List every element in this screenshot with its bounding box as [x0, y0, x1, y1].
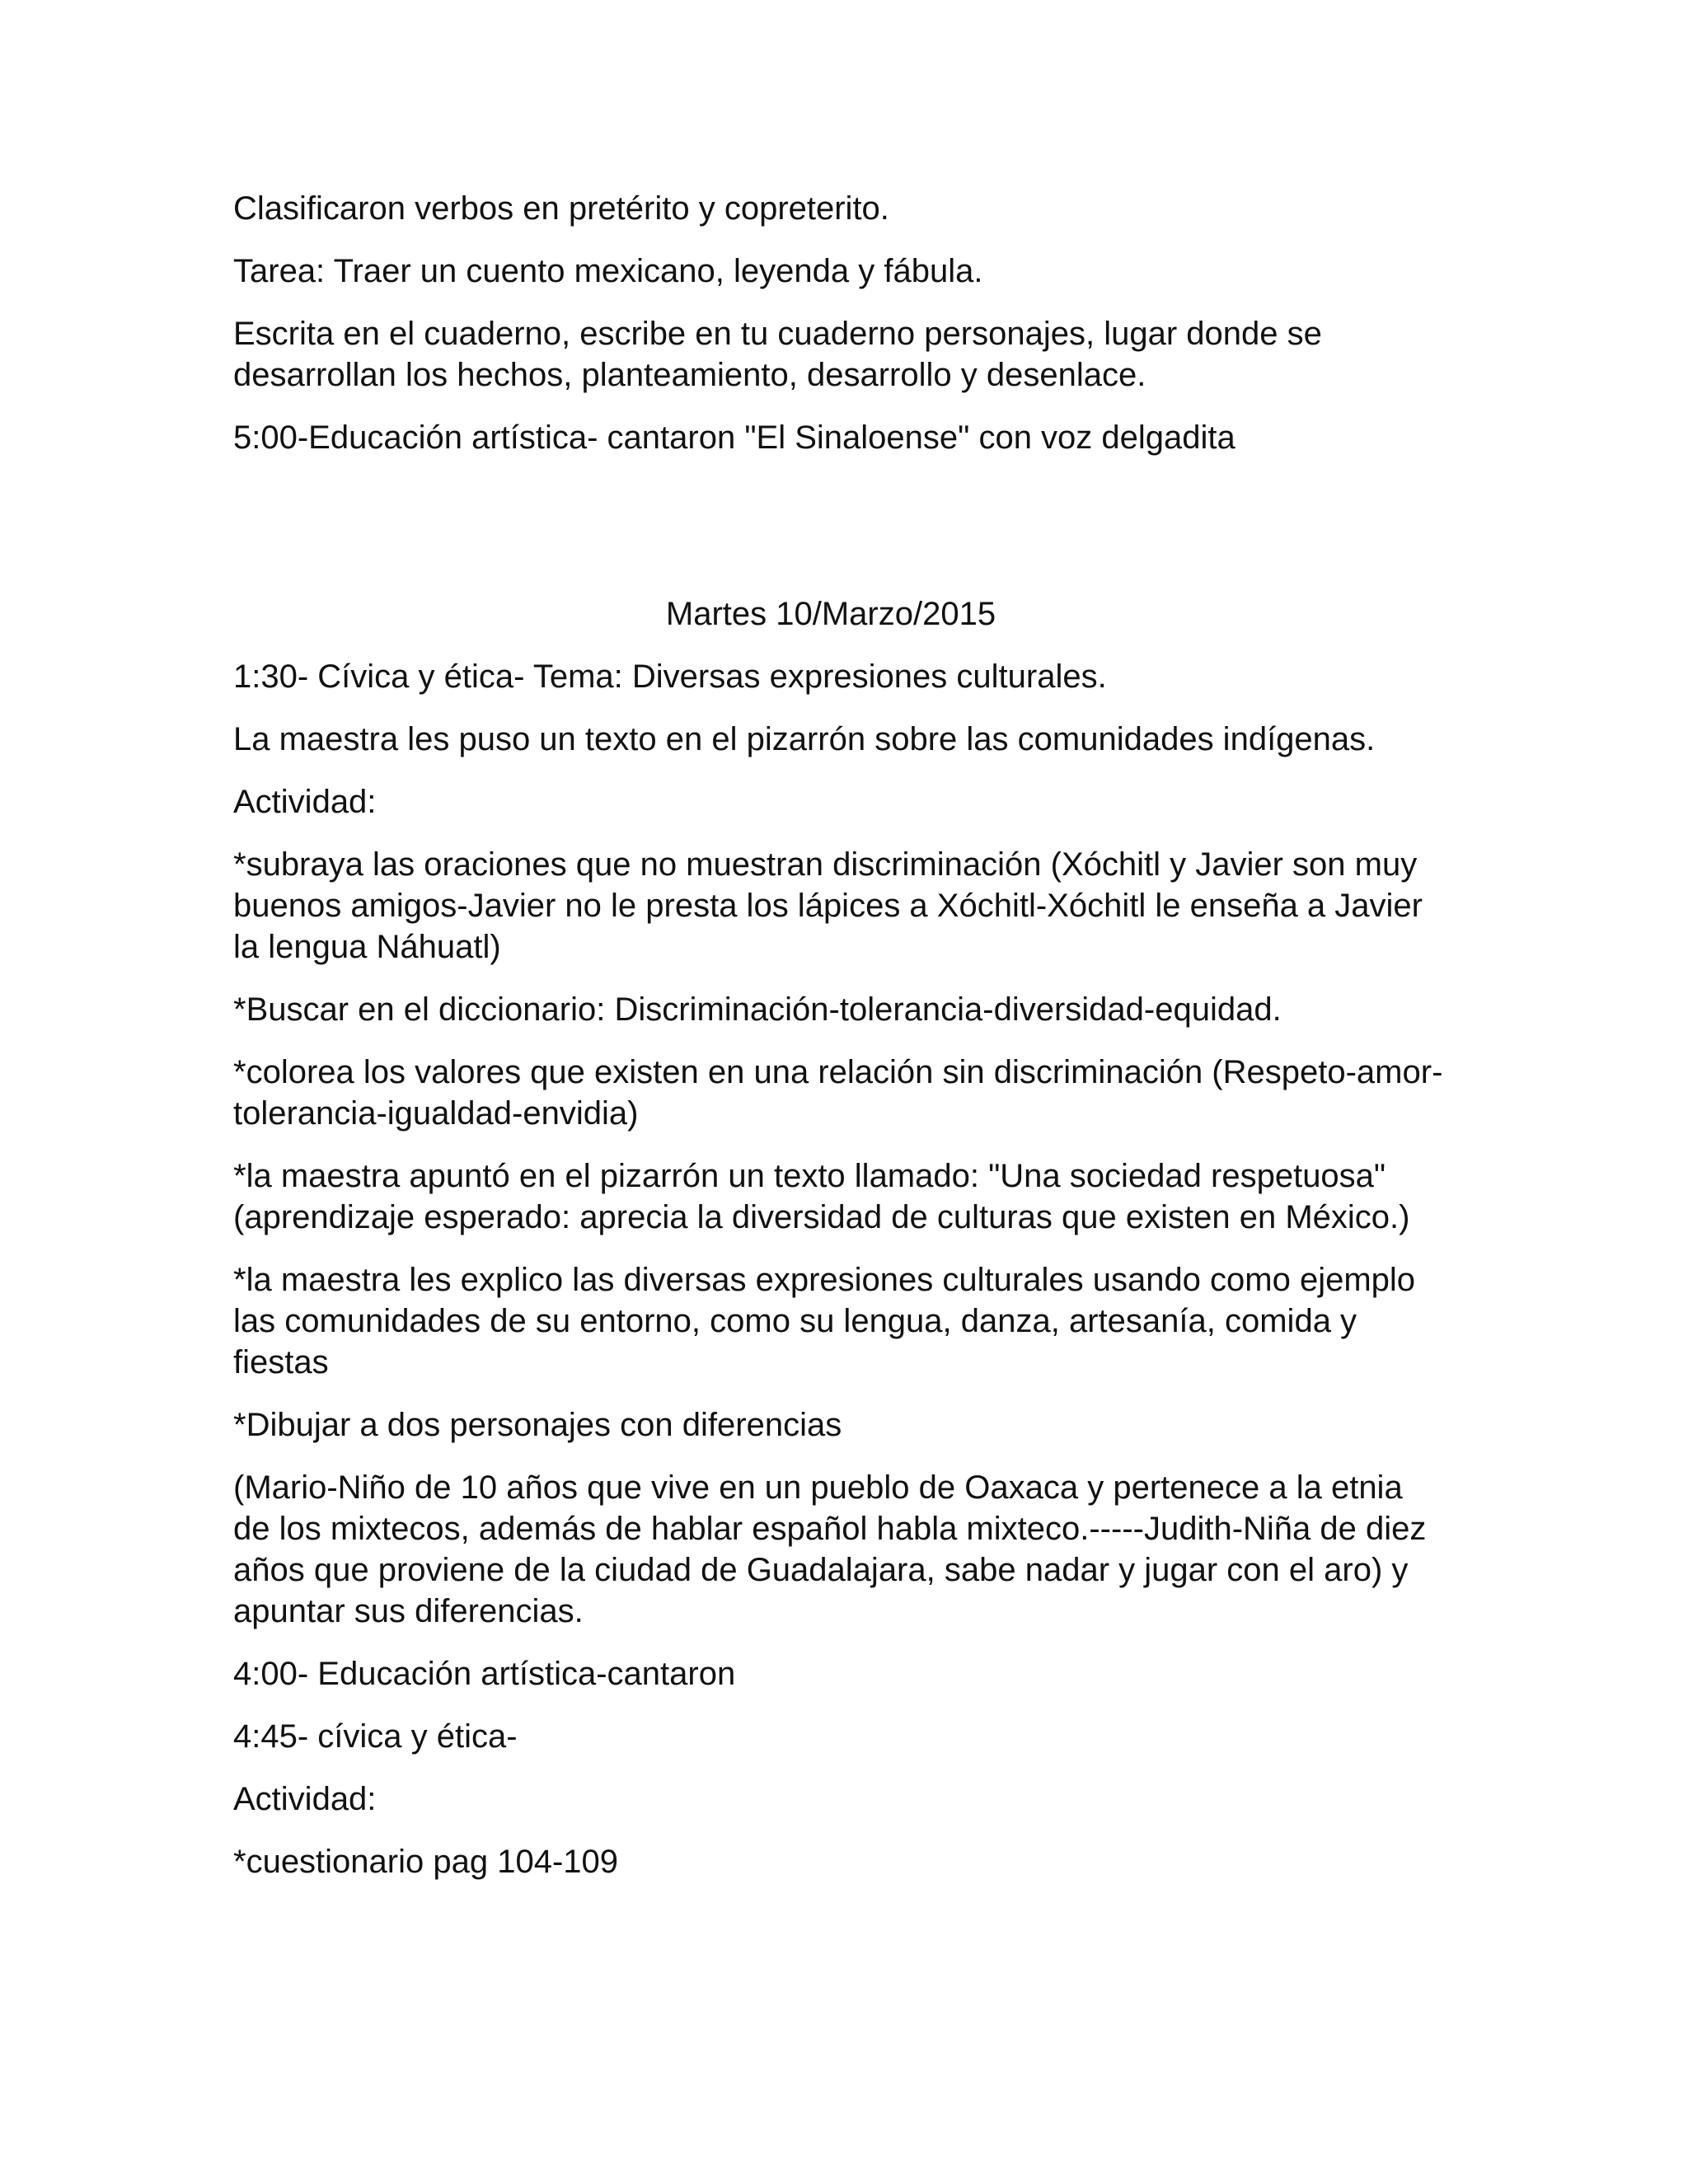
paragraph-line: La maestra les puso un texto en el pizarrón sobre las comunidades indígenas. [233, 721, 1376, 757]
paragraph-line: buenos amigos-Javier no le presta los lápices a Xóchitl-Xóchitl le enseña a Javier [233, 888, 1423, 924]
paragraph-line: apuntar sus diferencias. [233, 1593, 584, 1629]
paragraph [233, 719, 1470, 760]
intro-section [233, 188, 1470, 458]
paragraph-line: 5:00-Educación artística- cantaron "El Sinaloense" con voz delgadita [233, 419, 1236, 456]
paragraph [233, 417, 1470, 458]
paragraph-line: de los mixtecos, además de hablar español habla mixteco.-----Judith-Niña de diez [233, 1511, 1427, 1547]
paragraph-line: *Buscar en el diccionario: Discriminación-tolerancia-diversidad-equidad. [233, 991, 1282, 1028]
paragraph-line: 4:00- Educación artística-cantaron [233, 1656, 736, 1692]
paragraph-line: Tarea: Traer un cuento mexicano, leyenda y fábula. [233, 253, 983, 289]
paragraph-line: *subraya las oraciones que no muestran discriminación (Xóchitl y Javier son muy [233, 846, 1418, 883]
paragraph-line: las comunidades de su entorno, como su lengua, danza, artesanía, comida y [233, 1303, 1357, 1339]
paragraph [233, 1052, 1470, 1134]
paragraph [233, 1841, 1470, 1882]
paragraph-line: *Dibujar a dos personajes con diferencias [233, 1407, 842, 1443]
paragraph-line: tolerancia-igualdad-envidia) [233, 1095, 639, 1132]
paragraph [233, 1155, 1470, 1238]
paragraph-line: Escrita en el cuaderno, escribe en tu cuaderno personajes, lugar donde se [233, 316, 1322, 352]
paragraph [233, 1716, 1470, 1757]
paragraph [233, 989, 1470, 1030]
paragraph-line: 1:30- Cívica y ética- Tema: Diversas expresiones culturales. [233, 658, 1107, 695]
paragraph [233, 1259, 1470, 1383]
paragraph-line: (Mario-Niño de 10 años que vive en un pueblo de Oaxaca y pertenece a la etnia [233, 1469, 1403, 1506]
paragraph-line: 4:45- cívica y ética- [233, 1718, 518, 1755]
paragraph-line: Clasificaron verbos en pretérito y copreterito. [233, 190, 889, 227]
paragraph-line: la lengua Náhuatl) [233, 929, 501, 965]
entries-section [233, 656, 1470, 1882]
paragraph-line: desarrollan los hechos, planteamiento, desarrollo y desenlace. [233, 357, 1146, 393]
paragraph-line: (aprendizaje esperado: aprecia la diversidad de culturas que existen en México.) [233, 1199, 1410, 1235]
paragraph-line: Actividad: [233, 1781, 377, 1817]
paragraph-line: *la maestra les explico las diversas expresiones culturales usando como ejemplo [233, 1262, 1416, 1298]
paragraph [233, 188, 1470, 229]
paragraph [233, 656, 1470, 697]
paragraph [233, 1467, 1470, 1632]
document-body [233, 188, 1470, 1904]
paragraph [233, 313, 1470, 396]
paragraph-line: fiestas [233, 1344, 329, 1380]
paragraph [233, 781, 1470, 823]
paragraph [233, 251, 1470, 292]
paragraph-line: Actividad: [233, 784, 377, 820]
paragraph [233, 1653, 1470, 1694]
paragraph-line: *colorea los valores que existen en una relación sin discriminación (Respeto-amor- [233, 1054, 1443, 1090]
section-spacer [233, 480, 1470, 593]
date-heading: Martes 10/Marzo/2015 [665, 596, 996, 632]
paragraph-line: *cuestionario pag 104-109 [233, 1844, 619, 1880]
paragraph-line: años que proviene de la ciudad de Guadalajara, sabe nadar y jugar con el aro) y [233, 1552, 1409, 1588]
paragraph [233, 844, 1470, 968]
paragraph-line: *la maestra apuntó en el pizarrón un texto llamado: "Una sociedad respetuosa" [233, 1158, 1386, 1194]
paragraph [233, 1404, 1470, 1446]
paragraph [233, 1779, 1470, 1820]
